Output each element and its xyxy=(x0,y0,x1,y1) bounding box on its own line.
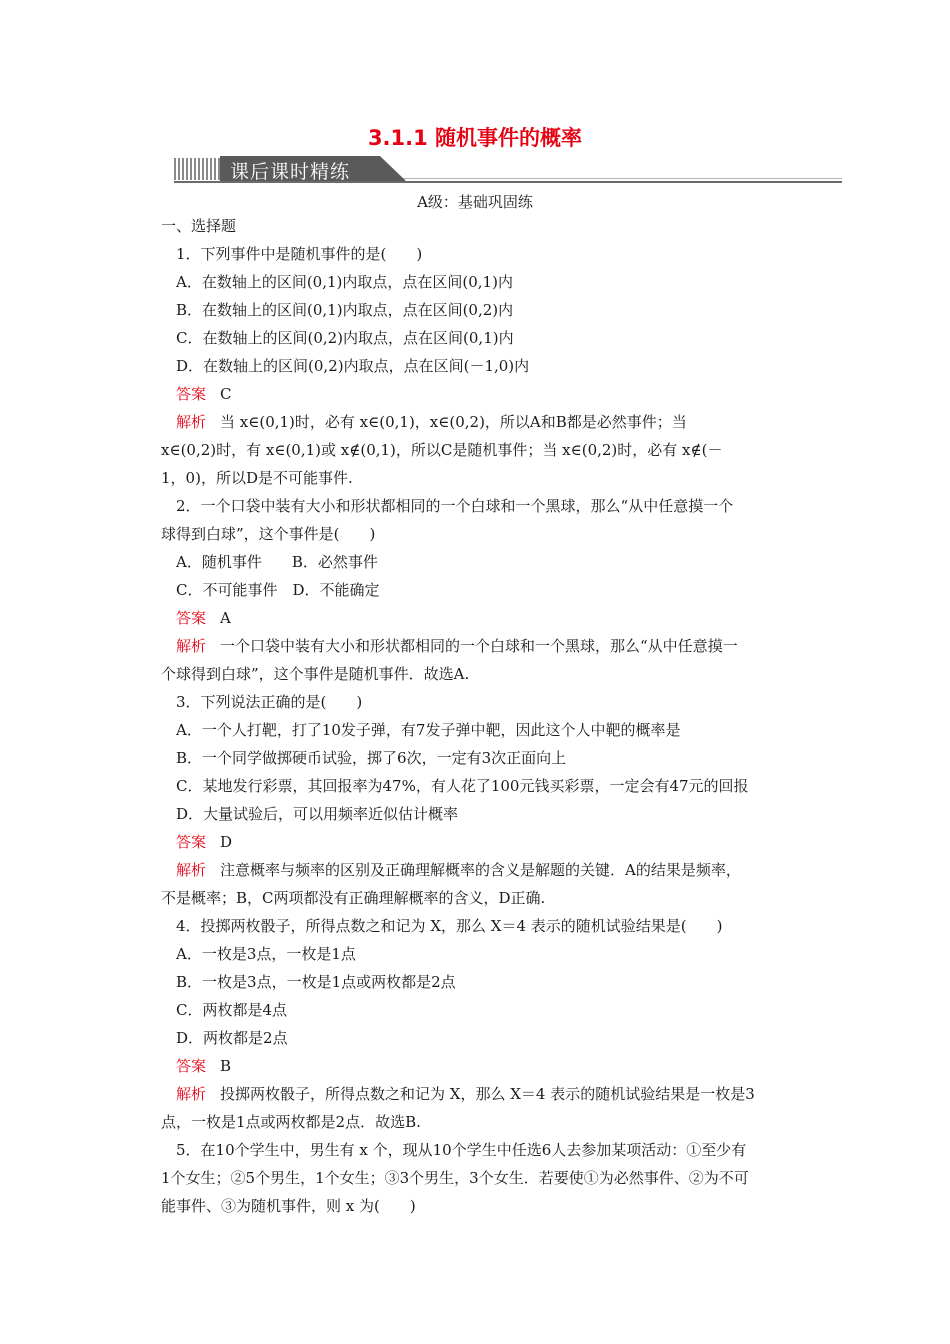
q2-options-cd: C．不可能事件 D．不能确定 xyxy=(176,581,380,599)
analysis-label: 解析 xyxy=(176,637,207,655)
q3-stem: 3．下列说法正确的是( ) xyxy=(176,693,363,711)
q4-option-c: C．两枚都是4点 xyxy=(176,1001,288,1019)
answer-label: 答案 xyxy=(176,1057,207,1075)
q4-answer xyxy=(176,1056,231,1076)
banner-hatch-decoration xyxy=(174,158,220,180)
q5-stem-line-3: 能事件、③为随机事件，则 x 为( ) xyxy=(161,1197,416,1215)
q3-option-a: A．一个人打靶，打了10发子弹，有7发子弹中靶，因此这个人中靶的概率是 xyxy=(176,721,681,739)
q4-stem: 4．投掷两枚骰子，所得点数之和记为 X，那么 X＝4 表示的随机试验结果是( ) xyxy=(176,917,723,935)
q2-analysis-text-1: 一个口袋中装有大小和形状都相同的一个白球和一个黑球，那么“从中任意摸一 xyxy=(220,637,738,655)
analysis-label: 解析 xyxy=(176,1085,207,1103)
q4-analysis-line-1 xyxy=(176,1084,755,1104)
q1-answer xyxy=(176,384,232,404)
q1-analysis-line-2: x∈(0,2)时，有 x∈(0,1)或 x∉(0,1)，所以C是随机事件；当 x∈(0,2)时，必有 x∉(－ xyxy=(161,441,723,459)
q4-option-d: D．两枚都是2点 xyxy=(176,1029,288,1047)
analysis-label: 解析 xyxy=(176,413,207,431)
q2-analysis-line-2: 个球得到白球”，这个事件是随机事件．故选A. xyxy=(161,665,470,683)
q5-stem-line-1: 5．在10个学生中，男生有 x 个，现从10个学生中任选6人去参加某项活动：①至少有 xyxy=(176,1141,747,1159)
q1-analysis-line-3: 1，0)，所以D是不可能事件. xyxy=(161,469,353,487)
q3-answer xyxy=(176,832,232,852)
q2-options-ab: A．随机事件 B．必然事件 xyxy=(176,553,378,571)
q2-stem-line-1: 2．一个口袋中装有大小和形状都相同的一个白球和一个黑球，那么“从中任意摸一个 xyxy=(176,497,734,515)
answer-label: 答案 xyxy=(176,609,207,627)
q2-answer-value: A xyxy=(220,609,231,627)
analysis-label: 解析 xyxy=(176,861,207,879)
q1-option-c: C．在数轴上的区间(0,2)内取点，点在区间(0,1)内 xyxy=(176,329,514,347)
q3-analysis-line-1 xyxy=(176,860,741,880)
section-banner xyxy=(174,156,842,184)
answer-label: 答案 xyxy=(176,833,207,851)
q1-option-a: A．在数轴上的区间(0,1)内取点，点在区间(0,1)内 xyxy=(176,273,513,291)
page-title: 3.1.1 随机事件的概率 xyxy=(367,126,583,150)
level-heading: A级：基础巩固练 xyxy=(417,193,533,211)
q4-analysis-line-2: 点，一枚是1点或两枚都是2点．故选B. xyxy=(161,1113,421,1131)
q3-option-d: D．大量试验后，可以用频率近似估计概率 xyxy=(176,805,459,823)
q4-option-a: A．一枚是3点，一枚是1点 xyxy=(176,945,356,963)
q5-stem-line-2: 1个女生；②5个男生，1个女生；③3个男生，3个女生．若要使①为必然事件、②为不可 xyxy=(161,1169,749,1187)
q1-option-d: D．在数轴上的区间(0,2)内取点，点在区间(－1,0)内 xyxy=(176,357,530,375)
q1-option-b: B．在数轴上的区间(0,1)内取点，点在区间(0,2)内 xyxy=(176,301,514,319)
q4-analysis-text-1: 投掷两枚骰子，所得点数之和记为 X，那么 X＝4 表示的随机试验结果是一枚是3 xyxy=(220,1085,755,1103)
q1-analysis-text-1: 当 x∈(0,1)时，必有 x∈(0,1)，x∈(0,2)，所以A和B都是必然事件；当 xyxy=(220,413,687,431)
q3-option-c: C．某地发行彩票，其回报率为47%，有人花了100元钱买彩票，一定会有47元的回报 xyxy=(176,777,749,795)
q2-analysis-line-1 xyxy=(176,636,738,656)
q2-stem-line-2: 球得到白球”，这个事件是( ) xyxy=(161,525,376,543)
q2-answer xyxy=(176,608,231,628)
q1-answer-value: C xyxy=(220,385,232,403)
banner-label: 课后课时精练 xyxy=(230,161,351,183)
q4-answer-value: B xyxy=(220,1057,232,1075)
section-heading: 一、选择题 xyxy=(161,217,237,235)
q3-option-b: B．一个同学做掷硬币试验，掷了6次，一定有3次正面向上 xyxy=(176,749,567,767)
answer-label: 答案 xyxy=(176,385,207,403)
q1-analysis-line-1 xyxy=(176,412,687,432)
q1-stem: 1．下列事件中是随机事件的是( ) xyxy=(176,245,423,263)
q4-option-b: B．一枚是3点，一枚是1点或两枚都是2点 xyxy=(176,973,456,991)
q3-analysis-line-2: 不是概率；B，C两项都没有正确理解概率的含义，D正确. xyxy=(161,889,546,907)
q3-answer-value: D xyxy=(220,833,233,851)
q3-analysis-text-1: 注意概率与频率的区别及正确理解概率的含义是解题的关键．A的结果是频率， xyxy=(220,861,741,879)
